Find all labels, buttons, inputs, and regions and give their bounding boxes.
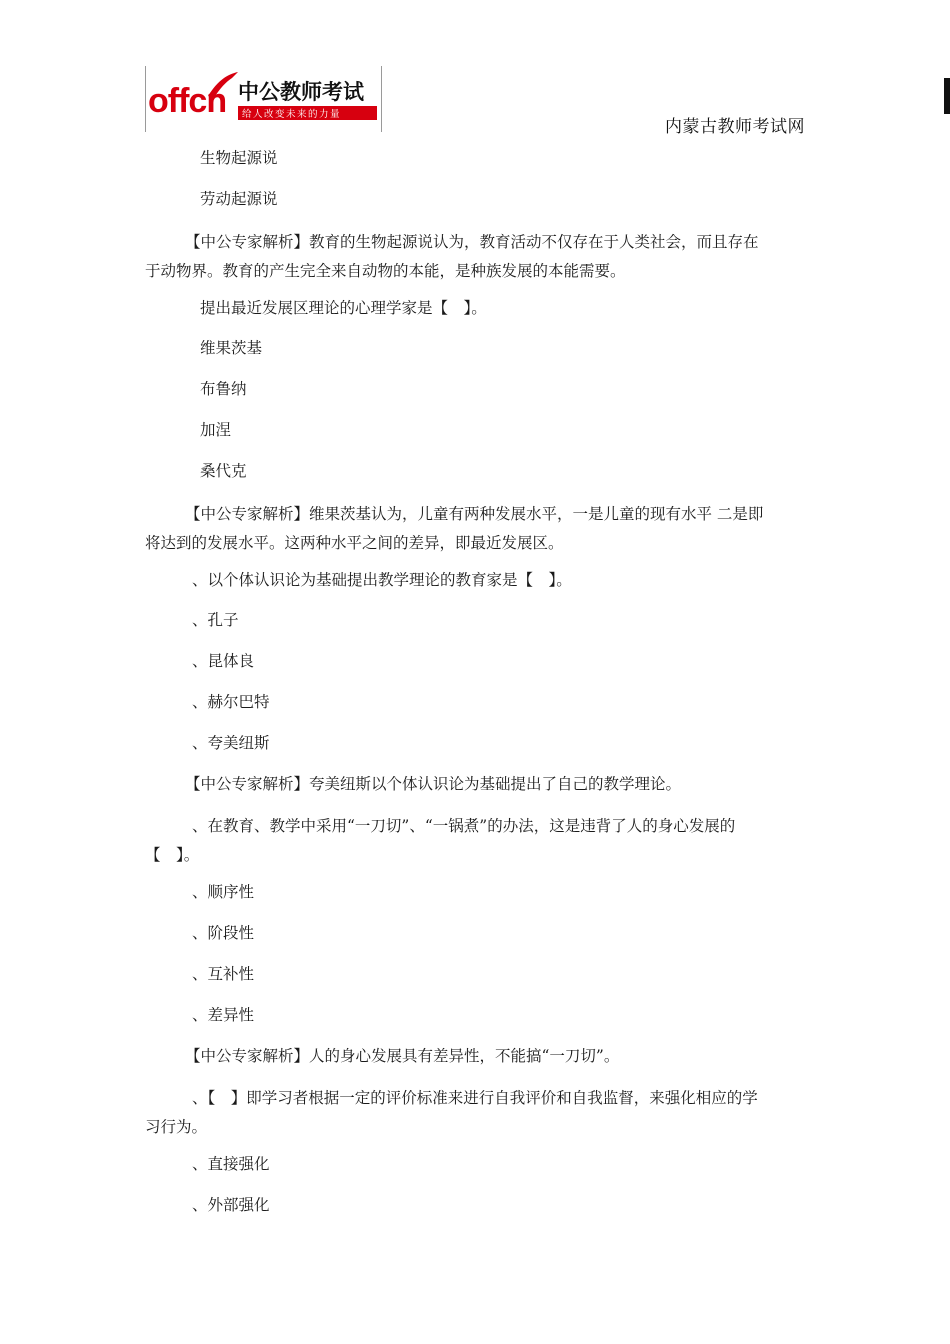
option-line: 、外部强化 [192,1196,270,1215]
option-line: 生物起源说 [200,149,278,167]
offcn-logo-graphic [146,66,381,132]
question-paragraph [145,1084,807,1142]
analysis-paragraph [145,228,807,286]
option-line: 、赫尔巴特 [192,692,270,711]
option-line: 、互补性 [192,964,255,983]
logo-slogan-text: 给人改变未来的力量 [242,109,342,120]
site-name: 内蒙古教师考试网 [665,117,805,137]
analysis-paragraph [145,500,807,558]
paragraph-line: 、【 】即学习者根据一定的评价标准来进行自我评价和自我监督，来强化相应的学 [192,1089,758,1108]
paragraph-line: 【 】。 [145,846,200,865]
logo-cn-text: 中公教师考试 [238,80,364,104]
option-line: 、直接强化 [192,1155,270,1174]
question-line: 、以个体认识论为基础提出教学理论的教育家是【 】。 [192,570,572,589]
option-line: 、阶段性 [192,924,255,943]
question-paragraph [145,812,807,870]
paragraph-line: 【中公专家解析】教育的生物起源说认为，教育活动不仅存在于人类社会，而且存在 [185,232,759,251]
option-line: 、孔子 [192,611,239,630]
analysis-line: 【中公专家解析】夸美纽斯以个体认识论为基础提出了自己的教学理论。 [185,774,682,793]
option-line: 、昆体良 [192,652,255,671]
paragraph-line: 将达到的发展水平。这两种水平之间的差异，即最近发展区。 [145,533,564,552]
option-line: 桑代克 [200,461,247,480]
option-line: 、顺序性 [192,883,255,902]
page-edge-mark [944,78,950,114]
offcn-logo [145,66,382,132]
document-body [145,146,807,1217]
option-line: 、夸美纽斯 [192,733,270,752]
paragraph-line: 、在教育、教学中采用“一刀切”、“一锅煮”的办法，这是违背了人的身心发展的 [192,817,736,836]
logo-brand-text: offcn [148,82,227,120]
paragraph-line: 于动物界。教育的产生完全来自动物的本能，是种族发展的本能需要。 [145,261,626,280]
option-line: 加涅 [200,420,232,439]
analysis-line: 【中公专家解析】人的身心发展具有差异性，不能搞“一刀切”。 [185,1046,620,1065]
option-line: 维果茨基 [200,339,263,358]
option-line: 劳动起源说 [200,189,278,208]
paragraph-line: 【中公专家解析】维果茨基认为，儿童有两种发展水平，一是儿童的现有水平 二是即 [185,504,764,523]
paragraph-line: 习行为。 [145,1118,208,1137]
option-line: 布鲁纳 [200,380,247,399]
page-header [145,66,805,137]
question-line: 提出最近发展区理论的心理学家是【 】。 [200,298,487,317]
option-line: 、差异性 [192,1005,255,1024]
